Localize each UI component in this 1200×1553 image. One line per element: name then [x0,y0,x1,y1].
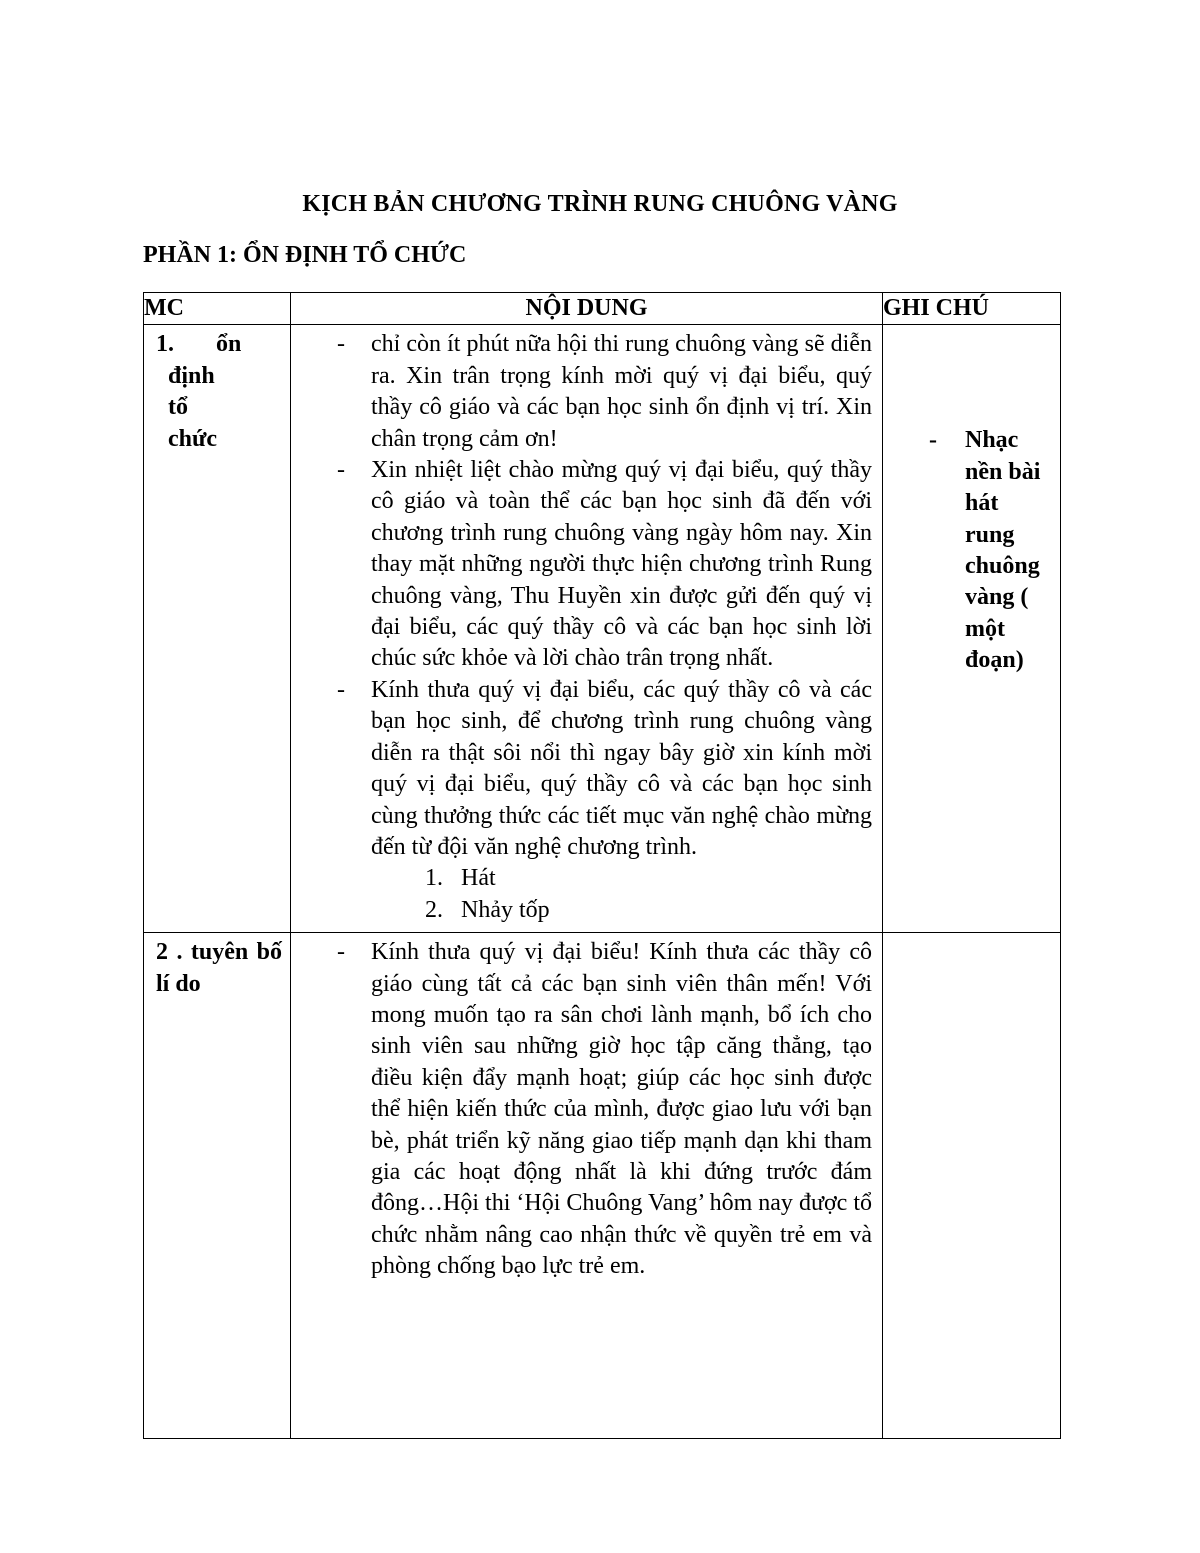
mc-number: 1. [156,331,174,358]
item-number: 2. [425,896,443,923]
list-item: - Kính thưa quý vị đại biểu! Kính thưa các thầy cô giáo cùng tất cả các bạn sinh viên thân mến! Với mong muốn tạo ra sân chơi lành mạnh, bổ ích cho sinh viên sau những giờ học tập căng thẳng, tạo điều kiện đẩy mạnh hoạt; giúp các học sinh được thể hiện kiến thức của mình, được giao lưu với bạn bè, phát triển kỹ năng giao tiếp mạnh dạn khi tham gia các hoạt động nhất là khi đứng trước đám đông…Hội thi ‘Hội Chuông Vang’ hôm nay được tổ chức nhằm nâng cao nhận thức về quyền trẻ em và phòng chống bạo lực trẻ em. [337,939,872,1280]
item-text: Nhảy tốp [461,896,550,923]
list-item [425,863,872,894]
mc-cell-2 [144,933,291,1439]
bullet-text: Kính thưa quý vị đại biểu, các quý thầy cô và các bạn học sinh, để chương trình rung chuông vàng diễn ra thật sôi nổi thì ngay bây giờ xin kính mời quý vị đại biểu, quý thầy cô và các bạn học sinh cùng thưởng thức các tiết mục văn nghệ chào mừng đến từ đội văn nghệ chương trình. [371,676,872,860]
mc-label: định [168,362,215,389]
content-cell-1 [291,325,883,933]
script-table [143,292,1061,1439]
table-row [144,325,1061,933]
content-cell-2 [291,933,883,1439]
table-row [144,933,1061,1439]
header-note: GHI CHÚ [883,293,1061,325]
bullet-text: chỉ còn ít phút nữa hội thi rung chuông vàng sẽ diễn ra. Xin trân trọng kính mời quý vị đại biểu, quý thầy cô giáo và các bạn học sinh ổn định vị trí. Xin chân trọng cảm ơn! [371,331,872,452]
bullet-text: Kính thưa quý vị đại biểu! Kính thưa các thầy cô giáo cùng tất cả các bạn sinh viên thân mến! Với mong muốn tạo ra sân chơi lành mạnh, bổ ích cho sinh viên sau những giờ học tập căng thẳng, tạo điều kiện đẩy mạnh hoạt; giúp các học sinh được thể hiện kiến thức của mình, được giao lưu với bạn bè, phát triển kỹ năng giao tiếp mạnh dạn khi tham gia các hoạt động nhất là khi đứng trước đám đông…Hội thi ‘Hội Chuông Vang’ hôm nay được tổ chức nhằm nâng cao nhận thức về quyền trẻ em và phòng chống bạo lực trẻ em. [371,939,872,1280]
bullet-list [291,329,872,863]
header-mc: MC [144,293,291,325]
list-item: - Xin nhiệt liệt chào mừng quý vị đại biểu, quý thầy cô giáo và toàn thể các bạn học sinh đã đến với chương trình rung chuông vàng ngày hôm nay. Xin thay mặt những người thực hiện chương trình Rung chuông vàng, Thu Huyền xin được gửi đến quý vị đại biểu, các quý thầy cô và các bạn học sinh lời chúc sức khỏe và lời chào trân trọng nhất. [337,457,872,672]
bullet-list [291,937,872,1282]
list-item: - chỉ còn ít phút nữa hội thi rung chuông vàng sẽ diễn ra. Xin trân trọng kính mời quý vị đại biểu, quý thầy cô giáo và các bạn học sinh ổn định vị trí. Xin chân trọng cảm ơn! [337,331,872,452]
list-item [425,895,872,926]
mc-label: 2 . tuyên bố lí do [156,939,282,997]
mc-cell-1 [144,325,291,933]
note-cell-2 [883,933,1061,1439]
item-number: 1. [425,865,443,892]
section-heading: PHẦN 1: ỔN ĐỊNH TỔ CHỨC [143,242,467,268]
item-text: Hát [461,865,496,892]
mc-label: tổ [168,394,188,421]
header-content: NỘI DUNG [291,293,883,325]
note-text: Nhạc nền bài hát rung chuông vàng ( một đoạn) [965,427,1041,674]
numbered-list [291,863,872,926]
document-title: KỊCH BẢN CHƯƠNG TRÌNH RUNG CHUÔNG VÀNG [302,191,898,217]
table-header-row [144,293,1061,325]
list-item: - Kính thưa quý vị đại biểu, các quý thầy cô và các bạn học sinh, để chương trình rung chuông vàng diễn ra thật sôi nổi thì ngay bây giờ xin kính mời quý vị đại biểu, quý thầy cô và các bạn học sinh cùng thưởng thức các tiết mục văn nghệ chào mừng đến từ đội văn nghệ chương trình. [337,676,872,860]
mc-label: chức [168,425,218,452]
mc-label: ổn [216,331,242,358]
note-cell-1: - Nhạc nền bài hát rung chuông vàng ( một đoạn) [883,325,1061,933]
bullet-text: Xin nhiệt liệt chào mừng quý vị đại biểu, quý thầy cô giáo và toàn thể các bạn học sinh đã đến với chương trình rung chuông vàng ngày hôm nay. Xin thay mặt những người thực hiện chương trình Rung chuông vàng, Thu Huyền xin được gửi đến quý vị đại biểu, các quý thầy cô và các bạn học sinh lời chúc sức khỏe và lời chào trân trọng nhất. [371,457,872,672]
